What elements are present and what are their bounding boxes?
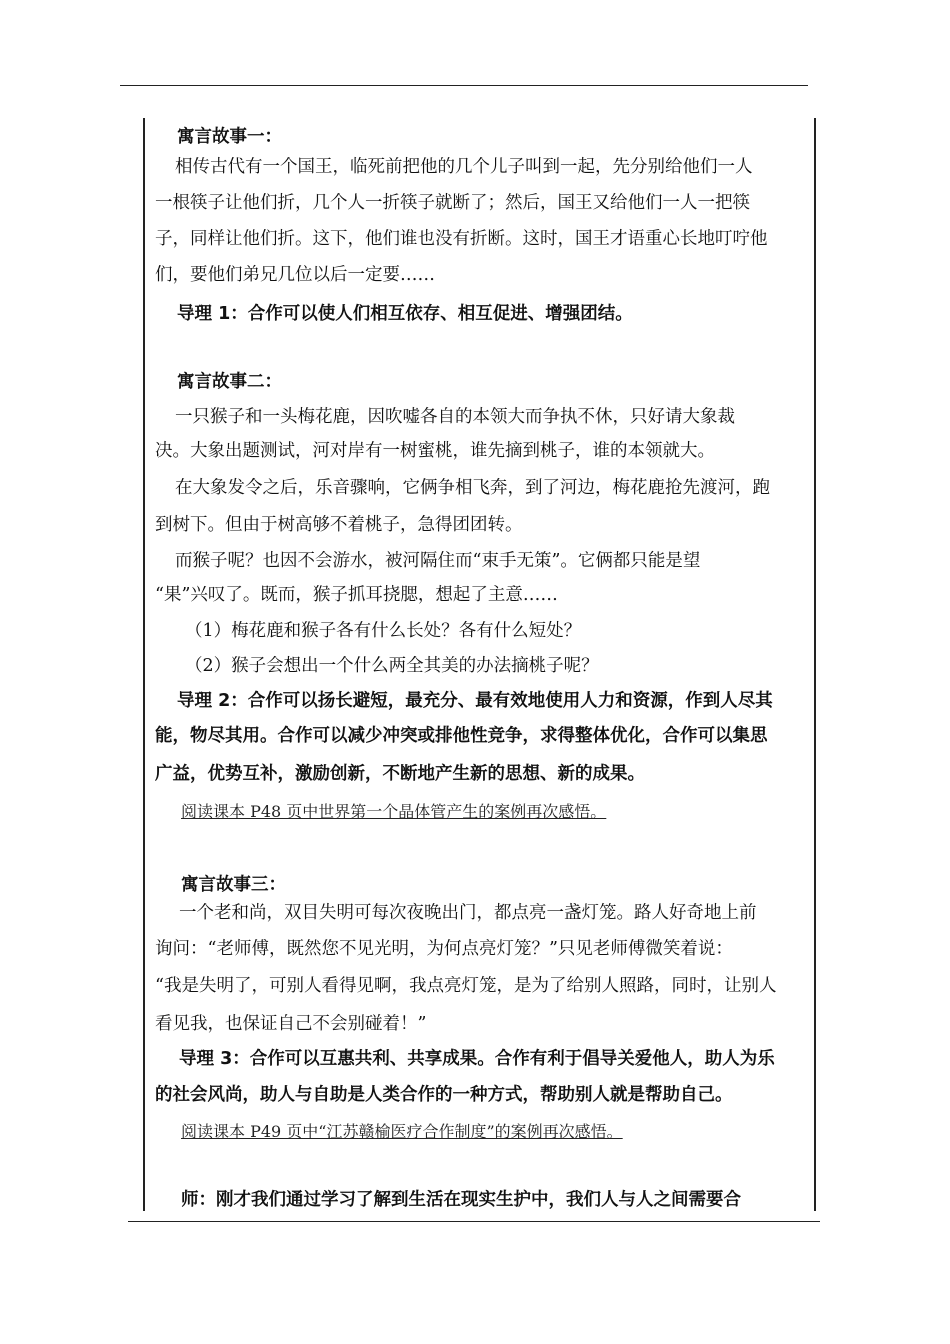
story1-title: 寓言故事一： [177, 127, 282, 147]
story2-reading-note: 阅读课本 P48 页中世界第一个晶体管产生的案例再次感悟。 [181, 802, 607, 821]
story2-line: 到树下。但由于树高够不着桃子，急得团团转。 [155, 515, 523, 535]
story1-line: 们，要他们弟兄几位以后一定要…… [155, 265, 435, 285]
story1-guide: 导理 1：合作可以使人们相互依存、相互促进、增强团结。 [177, 304, 633, 324]
footer-rule [128, 1221, 820, 1222]
content-table-cell [143, 118, 816, 1211]
story3-title: 寓言故事三： [181, 875, 286, 895]
story3-guide: 的社会风尚，助人与自助是人类合作的一种方式，帮助别人就是帮助自己。 [155, 1085, 733, 1105]
story3-line: 一个老和尚，双目失明可每次夜晚出门，都点亮一盏灯笼。路人好奇地上前 [179, 903, 757, 923]
story3-line: 询问：“老师傅，既然您不见光明，为何点亮灯笼？”只见老师傅微笑着说： [155, 939, 733, 959]
story3-line: “我是失明了，可别人看得见啊，我点亮灯笼，是为了给别人照路，同时，让别人 [155, 976, 777, 996]
story2-line: 而猴子呢？也因不会游水，被河隔住而“束手无策”。它俩都只能是望 [175, 551, 701, 571]
story3-line: 看见我，也保证自己不会别碰着！” [155, 1014, 427, 1034]
story2-question: （2）猴子会想出一个什么两全其美的办法摘桃子呢？ [185, 656, 599, 676]
story2-guide: 能，物尽其用。合作可以减少冲突或排他性竞争，求得整体优化，合作可以集思 [155, 726, 768, 746]
story2-line: “果”兴叹了。既而，猴子抓耳挠腮，想起了主意…… [155, 585, 558, 605]
story2-guide: 导理 2：合作可以扬长避短，最充分、最有效地使用人力和资源，作到人尽其 [177, 691, 773, 711]
story1-line: 子，同样让他们折。这下，他们谁也没有折断。这时，国王才语重心长地叮咛他 [155, 229, 768, 249]
story2-line: 一只猴子和一头梅花鹿，因吹嘘各自的本领大而争执不休，只好请大象裁 [175, 407, 735, 427]
story2-title: 寓言故事二： [177, 372, 282, 392]
story2-line: 决。大象出题测试，河对岸有一树蜜桃，谁先摘到桃子，谁的本领就大。 [155, 441, 715, 461]
story1-line: 一根筷子让他们折，几个人一折筷子就断了；然后，国王又给他们一人一把筷 [155, 193, 750, 213]
teacher-line: 师：刚才我们通过学习了解到生活在现实生护中，我们人与人之间需要合 [181, 1190, 741, 1210]
story2-question: （1）梅花鹿和猴子各有什么长处？各有什么短处？ [185, 621, 582, 641]
header-rule [120, 85, 808, 86]
story3-guide: 导理 3：合作可以互惠共利、共享成果。合作有利于倡导关爱他人，助人为乐 [179, 1049, 775, 1069]
story3-reading-note: 阅读课本 P49 页中“江苏赣榆医疗合作制度”的案例再次感悟。 [181, 1122, 623, 1141]
story1-line: 相传古代有一个国王，临死前把他的几个儿子叫到一起，先分别给他们一人 [175, 157, 753, 177]
story2-line: 在大象发令之后，乐音骤响，它俩争相飞奔，到了河边，梅花鹿抢先渡河，跑 [175, 478, 770, 498]
story2-guide: 广益，优势互补，激励创新，不断地产生新的思想、新的成果。 [155, 764, 645, 784]
